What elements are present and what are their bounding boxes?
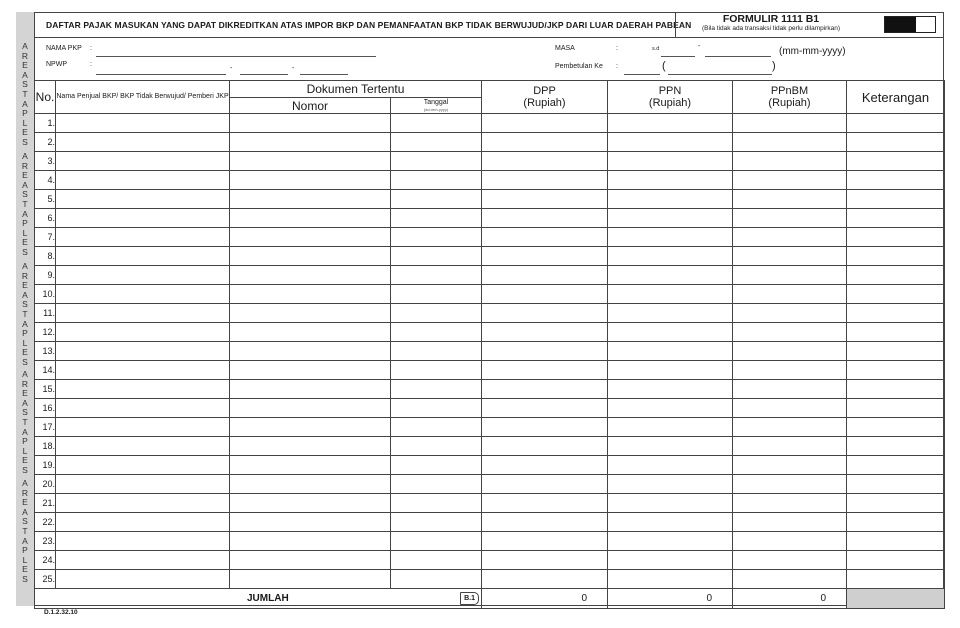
ppnbm-cell[interactable]	[733, 304, 847, 323]
dpp-cell[interactable]	[482, 152, 608, 171]
keterangan-cell[interactable]	[847, 475, 945, 494]
tanggal-cell[interactable]	[391, 456, 482, 475]
nomor-cell[interactable]	[230, 494, 391, 513]
ppnbm-cell[interactable]	[733, 190, 847, 209]
nomor-cell[interactable]	[230, 399, 391, 418]
ppn-cell[interactable]	[608, 247, 733, 266]
nomor-cell[interactable]	[230, 266, 391, 285]
keterangan-cell[interactable]	[847, 513, 945, 532]
ppn-cell[interactable]	[608, 551, 733, 570]
ppnbm-cell[interactable]	[733, 456, 847, 475]
dpp-cell[interactable]	[482, 437, 608, 456]
ppn-cell[interactable]	[608, 342, 733, 361]
nomor-cell[interactable]	[230, 380, 391, 399]
tanggal-cell[interactable]	[391, 475, 482, 494]
ppnbm-cell[interactable]	[733, 380, 847, 399]
nama-cell[interactable]	[56, 513, 230, 532]
ppnbm-cell[interactable]	[733, 247, 847, 266]
nomor-cell[interactable]	[230, 209, 391, 228]
col-no-header: No.	[35, 81, 56, 114]
nama-cell[interactable]	[56, 133, 230, 152]
tanggal-cell[interactable]	[391, 551, 482, 570]
nama-cell[interactable]	[56, 152, 230, 171]
form-note: (Bila tidak ada transaksi tidak perlu dilampirkan)	[701, 25, 840, 32]
table-row	[35, 114, 945, 133]
keterangan-cell[interactable]	[847, 114, 945, 133]
masa-sd: s.d	[652, 46, 660, 52]
dpp-cell[interactable]	[482, 247, 608, 266]
nama-pkp-field[interactable]	[96, 56, 376, 57]
npwp-field-2[interactable]	[240, 74, 288, 75]
ppn-cell[interactable]	[608, 304, 733, 323]
row-number: 10.	[35, 285, 56, 304]
pembetulan-label: Pembetulan Ke	[555, 63, 603, 70]
table-row	[35, 361, 945, 380]
nama-cell[interactable]	[56, 171, 230, 190]
tanggal-cell[interactable]	[391, 247, 482, 266]
ppnbm-cell[interactable]	[733, 532, 847, 551]
keterangan-cell[interactable]	[847, 171, 945, 190]
table-row	[35, 247, 945, 266]
ppnbm-cell[interactable]	[733, 228, 847, 247]
ppnbm-label: PPnBM	[770, 85, 809, 97]
keterangan-cell[interactable]	[847, 323, 945, 342]
total-ppnbm[interactable]: 0	[733, 589, 847, 609]
ppnbm-unit: (Rupiah)	[768, 97, 811, 109]
tanggal-format: (dd-mm-yyyy)	[423, 106, 449, 112]
keterangan-cell[interactable]	[847, 133, 945, 152]
ppnbm-cell[interactable]	[733, 570, 847, 589]
nomor-cell[interactable]	[230, 304, 391, 323]
ppnbm-cell[interactable]	[733, 171, 847, 190]
table-row	[35, 152, 945, 171]
dpp-cell[interactable]	[482, 513, 608, 532]
nomor-cell[interactable]	[230, 342, 391, 361]
dpp-cell[interactable]	[482, 532, 608, 551]
ppnbm-cell[interactable]	[733, 323, 847, 342]
ppnbm-cell[interactable]	[733, 418, 847, 437]
dpp-cell[interactable]	[482, 570, 608, 589]
tax-input-table	[34, 80, 945, 609]
nama-cell[interactable]	[56, 304, 230, 323]
jumlah-cell	[35, 589, 482, 609]
ppn-cell[interactable]	[608, 513, 733, 532]
npwp-dash-1: -	[230, 65, 233, 72]
tanggal-cell[interactable]	[391, 437, 482, 456]
row-number: 4.	[35, 171, 56, 190]
form-id-box	[675, 12, 945, 37]
ppn-cell[interactable]	[608, 570, 733, 589]
tanggal-label: Tanggal	[423, 98, 449, 106]
nama-cell[interactable]	[56, 228, 230, 247]
tanggal-cell[interactable]	[391, 513, 482, 532]
ppn-cell[interactable]	[608, 475, 733, 494]
dpp-cell[interactable]	[482, 285, 608, 304]
tanggal-cell[interactable]	[391, 380, 482, 399]
table-row	[35, 323, 945, 342]
keterangan-cell[interactable]	[847, 494, 945, 513]
dpp-cell[interactable]	[482, 133, 608, 152]
nomor-cell[interactable]	[230, 570, 391, 589]
keterangan-total-shaded	[847, 589, 945, 609]
nama-cell[interactable]	[56, 266, 230, 285]
ppn-cell[interactable]	[608, 437, 733, 456]
dpp-cell[interactable]	[482, 209, 608, 228]
nomor-cell[interactable]	[230, 418, 391, 437]
ppn-cell[interactable]	[608, 209, 733, 228]
nama-cell[interactable]	[56, 323, 230, 342]
ppn-cell[interactable]	[608, 190, 733, 209]
row-number: 2.	[35, 133, 56, 152]
tanggal-cell[interactable]	[391, 266, 482, 285]
ppn-cell[interactable]	[608, 399, 733, 418]
dpp-cell[interactable]	[482, 380, 608, 399]
ppnbm-cell[interactable]	[733, 513, 847, 532]
tanggal-cell[interactable]	[391, 494, 482, 513]
nama-cell[interactable]	[56, 437, 230, 456]
dpp-cell[interactable]	[482, 266, 608, 285]
nama-cell[interactable]	[56, 361, 230, 380]
row-number: 24.	[35, 551, 56, 570]
col-nomor-header: Nomor	[230, 98, 391, 114]
row-number: 22.	[35, 513, 56, 532]
nomor-cell[interactable]	[230, 152, 391, 171]
nomor-cell[interactable]	[230, 323, 391, 342]
nama-cell[interactable]	[56, 209, 230, 228]
total-ppn[interactable]: 0	[608, 589, 733, 609]
ppnbm-cell[interactable]	[733, 494, 847, 513]
row-number: 14.	[35, 361, 56, 380]
row-number: 12.	[35, 323, 56, 342]
row-number: 20.	[35, 475, 56, 494]
ppnbm-cell[interactable]	[733, 285, 847, 304]
form-number: FORMULIR 1111 B1	[722, 13, 820, 25]
tanggal-cell[interactable]	[391, 399, 482, 418]
nama-cell[interactable]	[56, 475, 230, 494]
keterangan-cell[interactable]	[847, 456, 945, 475]
row-number: 15.	[35, 380, 56, 399]
npwp-label: NPWP	[46, 61, 67, 68]
ppn-cell[interactable]	[608, 171, 733, 190]
masa-end-field[interactable]	[705, 56, 771, 57]
table-row	[35, 532, 945, 551]
form-header	[34, 12, 944, 38]
table-row	[35, 190, 945, 209]
ppn-unit: (Rupiah)	[648, 97, 692, 109]
form-title: DAFTAR PAJAK MASUKAN YANG DAPAT DIKREDITKAN ATAS IMPOR BKP DAN PEMANFAATAN BKP TIDAK BERWUJUD/JKP DARI LUAR DAERAH PABEAN	[46, 20, 692, 30]
tanggal-cell[interactable]	[391, 152, 482, 171]
row-number: 7.	[35, 228, 56, 247]
nama-pkp-colon: :	[90, 45, 92, 52]
row-number: 11.	[35, 304, 56, 323]
ppn-label: PPN	[658, 85, 682, 97]
table-row	[35, 209, 945, 228]
table-body	[35, 114, 945, 589]
row-number: 1.	[35, 114, 56, 133]
tanggal-cell[interactable]	[391, 190, 482, 209]
dpp-cell[interactable]	[482, 418, 608, 437]
npwp-colon: :	[90, 61, 92, 68]
row-number: 9.	[35, 266, 56, 285]
dpp-cell[interactable]	[482, 323, 608, 342]
dpp-cell[interactable]	[482, 551, 608, 570]
keterangan-cell[interactable]	[847, 399, 945, 418]
npwp-dash-2: -	[292, 65, 295, 72]
row-number: 5.	[35, 190, 56, 209]
table-row	[35, 494, 945, 513]
row-number: 8.	[35, 247, 56, 266]
dpp-label: DPP	[533, 85, 556, 97]
table-row	[35, 342, 945, 361]
col-nama-header: Nama Penjual BKP/ BKP Tidak Berwujud/ Pemberi JKP	[56, 81, 230, 114]
row-number: 19.	[35, 456, 56, 475]
nomor-cell[interactable]	[230, 228, 391, 247]
ppn-cell[interactable]	[608, 380, 733, 399]
ppnbm-cell[interactable]	[733, 114, 847, 133]
col-dpp-header	[482, 81, 608, 114]
keterangan-cell[interactable]	[847, 418, 945, 437]
staple-label-3: A R E A S T A P L E S	[21, 261, 29, 367]
ppn-cell[interactable]	[608, 114, 733, 133]
nama-cell[interactable]	[56, 532, 230, 551]
table-row	[35, 304, 945, 323]
tanggal-cell[interactable]	[391, 323, 482, 342]
ppn-cell[interactable]	[608, 285, 733, 304]
row-number: 25.	[35, 570, 56, 589]
dpp-cell[interactable]	[482, 304, 608, 323]
tanggal-cell[interactable]	[391, 418, 482, 437]
keterangan-cell[interactable]	[847, 551, 945, 570]
nomor-cell[interactable]	[230, 551, 391, 570]
nomor-cell[interactable]	[230, 285, 391, 304]
table-row	[35, 399, 945, 418]
row-number: 21.	[35, 494, 56, 513]
tanggal-cell[interactable]	[391, 532, 482, 551]
nomor-cell[interactable]	[230, 171, 391, 190]
nama-cell[interactable]	[56, 456, 230, 475]
ppn-cell[interactable]	[608, 494, 733, 513]
tanggal-cell[interactable]	[391, 342, 482, 361]
table-row	[35, 133, 945, 152]
table-row	[35, 570, 945, 589]
nama-cell[interactable]	[56, 399, 230, 418]
ppnbm-cell[interactable]	[733, 133, 847, 152]
table-row	[35, 380, 945, 399]
row-number: 6.	[35, 209, 56, 228]
table-row	[35, 228, 945, 247]
ppn-cell[interactable]	[608, 152, 733, 171]
dpp-cell[interactable]	[482, 399, 608, 418]
ppnbm-cell[interactable]	[733, 266, 847, 285]
tanggal-cell[interactable]	[391, 361, 482, 380]
ppn-cell[interactable]	[608, 456, 733, 475]
staple-label-5: A R E A S T A P L E S	[21, 478, 29, 584]
masa-start-field[interactable]	[661, 56, 695, 57]
row-number: 18.	[35, 437, 56, 456]
keterangan-cell[interactable]	[847, 190, 945, 209]
nama-cell[interactable]	[56, 114, 230, 133]
ppnbm-cell[interactable]	[733, 342, 847, 361]
staple-label-2: A R E A S T A P L E S	[21, 151, 29, 257]
nomor-cell[interactable]	[230, 513, 391, 532]
keterangan-cell[interactable]	[847, 361, 945, 380]
tanggal-cell[interactable]	[391, 570, 482, 589]
ppn-cell[interactable]	[608, 418, 733, 437]
row-number: 3.	[35, 152, 56, 171]
dpp-cell[interactable]	[482, 342, 608, 361]
masa-label: MASA	[555, 45, 575, 52]
keterangan-cell[interactable]	[847, 380, 945, 399]
col-keterangan-header: Keterangan	[847, 81, 945, 114]
tanggal-cell[interactable]	[391, 285, 482, 304]
ppn-cell[interactable]	[608, 228, 733, 247]
nomor-cell[interactable]	[230, 361, 391, 380]
paren-close: )	[772, 60, 776, 72]
pembetulan-colon: :	[616, 63, 618, 70]
keterangan-cell[interactable]	[847, 304, 945, 323]
keterangan-cell[interactable]	[847, 247, 945, 266]
row-number: 23.	[35, 532, 56, 551]
dpp-cell[interactable]	[482, 475, 608, 494]
nomor-cell[interactable]	[230, 456, 391, 475]
staple-label-4: A R E A S T A P L E S	[21, 369, 29, 475]
tanggal-cell[interactable]	[391, 304, 482, 323]
pembetulan-detail-field[interactable]	[668, 74, 772, 75]
nama-cell[interactable]	[56, 285, 230, 304]
keterangan-cell[interactable]	[847, 570, 945, 589]
ppnbm-cell[interactable]	[733, 209, 847, 228]
keterangan-cell[interactable]	[847, 342, 945, 361]
masa-dash: -	[698, 43, 701, 50]
ppnbm-cell[interactable]	[733, 475, 847, 494]
nomor-cell[interactable]	[230, 437, 391, 456]
nama-cell[interactable]	[56, 418, 230, 437]
table-row	[35, 171, 945, 190]
nama-cell[interactable]	[56, 190, 230, 209]
table-row	[35, 437, 945, 456]
ppnbm-cell[interactable]	[733, 152, 847, 171]
ppnbm-cell[interactable]	[733, 437, 847, 456]
ppn-cell[interactable]	[608, 266, 733, 285]
nama-cell[interactable]	[56, 247, 230, 266]
table-row	[35, 456, 945, 475]
masa-colon: :	[616, 45, 618, 52]
nomor-cell[interactable]	[230, 133, 391, 152]
table-row	[35, 551, 945, 570]
dpp-cell[interactable]	[482, 171, 608, 190]
dpp-cell[interactable]	[482, 190, 608, 209]
nomor-cell[interactable]	[230, 247, 391, 266]
npwp-field-3[interactable]	[300, 74, 348, 75]
table-row	[35, 285, 945, 304]
nomor-cell[interactable]	[230, 190, 391, 209]
keterangan-cell[interactable]	[847, 266, 945, 285]
nama-cell[interactable]	[56, 380, 230, 399]
form-code: D.1.2.32.10	[44, 609, 78, 616]
keterangan-cell[interactable]	[847, 228, 945, 247]
staple-label-1: A R E A S T A P L E S	[21, 41, 29, 147]
ppnbm-cell[interactable]	[733, 399, 847, 418]
nama-cell[interactable]	[56, 570, 230, 589]
tanggal-cell[interactable]	[391, 209, 482, 228]
npwp-field-1[interactable]	[96, 74, 226, 75]
ppn-cell[interactable]	[608, 532, 733, 551]
col-ppn-header	[608, 81, 733, 114]
row-number: 17.	[35, 418, 56, 437]
table-row	[35, 266, 945, 285]
tanggal-cell[interactable]	[391, 114, 482, 133]
jumlah-tag: B.1	[460, 592, 479, 605]
dpp-cell[interactable]	[482, 228, 608, 247]
col-tanggal-header	[391, 98, 482, 114]
row-number: 16.	[35, 399, 56, 418]
staple-area-strip	[16, 12, 34, 606]
pembetulan-field[interactable]	[624, 74, 660, 75]
nama-cell[interactable]	[56, 342, 230, 361]
ppn-cell[interactable]	[608, 361, 733, 380]
jumlah-label: JUMLAH	[247, 593, 289, 604]
ppn-cell[interactable]	[608, 133, 733, 152]
table-row	[35, 513, 945, 532]
ppnbm-cell[interactable]	[733, 361, 847, 380]
keterangan-cell[interactable]	[847, 152, 945, 171]
table-row	[35, 475, 945, 494]
nomor-cell[interactable]	[230, 475, 391, 494]
keterangan-cell[interactable]	[847, 209, 945, 228]
keterangan-cell[interactable]	[847, 437, 945, 456]
ppnbm-cell[interactable]	[733, 551, 847, 570]
taxpayer-info	[34, 38, 944, 80]
keterangan-cell[interactable]	[847, 285, 945, 304]
jumlah-row	[35, 589, 945, 609]
ppn-cell[interactable]	[608, 323, 733, 342]
table-row	[35, 418, 945, 437]
dpp-cell[interactable]	[482, 114, 608, 133]
nomor-cell[interactable]	[230, 532, 391, 551]
nama-cell[interactable]	[56, 551, 230, 570]
keterangan-cell[interactable]	[847, 532, 945, 551]
date-format-hint: (mm-mm-yyyy)	[779, 46, 846, 57]
dpp-unit: (Rupiah)	[523, 97, 566, 109]
tanggal-cell[interactable]	[391, 171, 482, 190]
col-ppnbm-header	[733, 81, 847, 114]
paren-open: (	[662, 60, 666, 72]
tanggal-cell[interactable]	[391, 228, 482, 247]
dpp-cell[interactable]	[482, 361, 608, 380]
nama-pkp-label: NAMA PKP	[46, 45, 82, 52]
col-dokumen-header: Dokumen Tertentu	[230, 81, 482, 98]
tanggal-cell[interactable]	[391, 133, 482, 152]
dpp-cell[interactable]	[482, 494, 608, 513]
nama-cell[interactable]	[56, 494, 230, 513]
barcode-box	[884, 16, 936, 33]
row-number: 13.	[35, 342, 56, 361]
nomor-cell[interactable]	[230, 114, 391, 133]
total-dpp[interactable]: 0	[482, 589, 608, 609]
dpp-cell[interactable]	[482, 456, 608, 475]
